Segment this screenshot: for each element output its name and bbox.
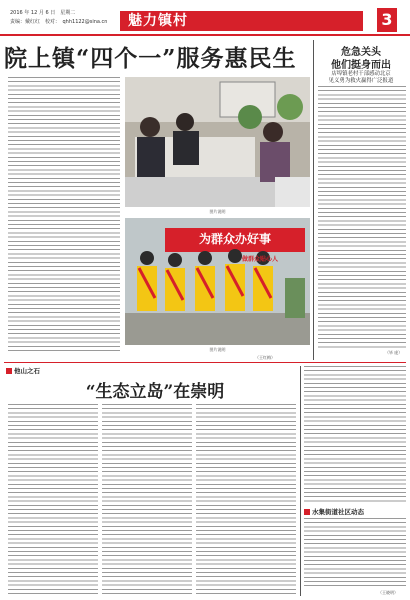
right-subhead-line2: 见义勇为救火赢得广泛报道 bbox=[328, 78, 394, 84]
column-rule bbox=[313, 40, 314, 360]
page-header bbox=[0, 0, 410, 36]
chongming-text-col-2 bbox=[102, 404, 192, 594]
section-title: 魅力镇村 bbox=[128, 13, 188, 29]
photo-volunteers bbox=[125, 218, 310, 345]
section-marker-icon bbox=[6, 368, 12, 374]
column-rule-2 bbox=[300, 366, 301, 596]
shuiji-byline: （王晓明） bbox=[378, 590, 398, 595]
photo-service-hall bbox=[125, 77, 310, 207]
banner-subtext: 做群众贴心人 bbox=[241, 256, 278, 263]
main-byline: （王红梅） bbox=[255, 355, 275, 360]
shuiji-text bbox=[304, 518, 406, 588]
section-label-other-places: 他山之石 bbox=[6, 366, 40, 375]
photo1-caption: 图片说明 bbox=[209, 209, 226, 214]
right-headline-line1: 危急关头 bbox=[341, 47, 381, 58]
editor-line: 责编：戴红红 校对： qhh1122@sina.cn bbox=[10, 19, 108, 25]
section-label-shuiji: 水集街道社区动态 bbox=[304, 507, 364, 516]
chongming-text-col-3 bbox=[196, 404, 296, 594]
photo2-caption: 图片说明 bbox=[209, 347, 226, 352]
right-subhead-line1: 店埠镇老村干部感动北京 bbox=[331, 71, 391, 77]
right-article-text bbox=[318, 86, 406, 348]
article-text-column-1 bbox=[8, 77, 120, 352]
chongming-text-col-1 bbox=[8, 404, 98, 594]
right-headline-line2: 他们挺身而出 bbox=[331, 60, 391, 71]
page-number: 3 bbox=[377, 8, 397, 32]
section-divider bbox=[4, 362, 406, 363]
main-headline: 院上镇“四个一”服务惠民生 bbox=[4, 45, 297, 72]
banner-text: 为群众办好事 bbox=[198, 232, 271, 246]
chongming-headline: “生态立岛”在崇明 bbox=[85, 382, 225, 402]
right-lower-text bbox=[304, 366, 406, 504]
header-rule bbox=[0, 34, 410, 36]
section-marker-icon bbox=[304, 509, 310, 515]
right-byline: （毕 庞） bbox=[385, 350, 403, 355]
issue-date: 2016 年 12 月 6 日 星期二 bbox=[10, 10, 76, 16]
